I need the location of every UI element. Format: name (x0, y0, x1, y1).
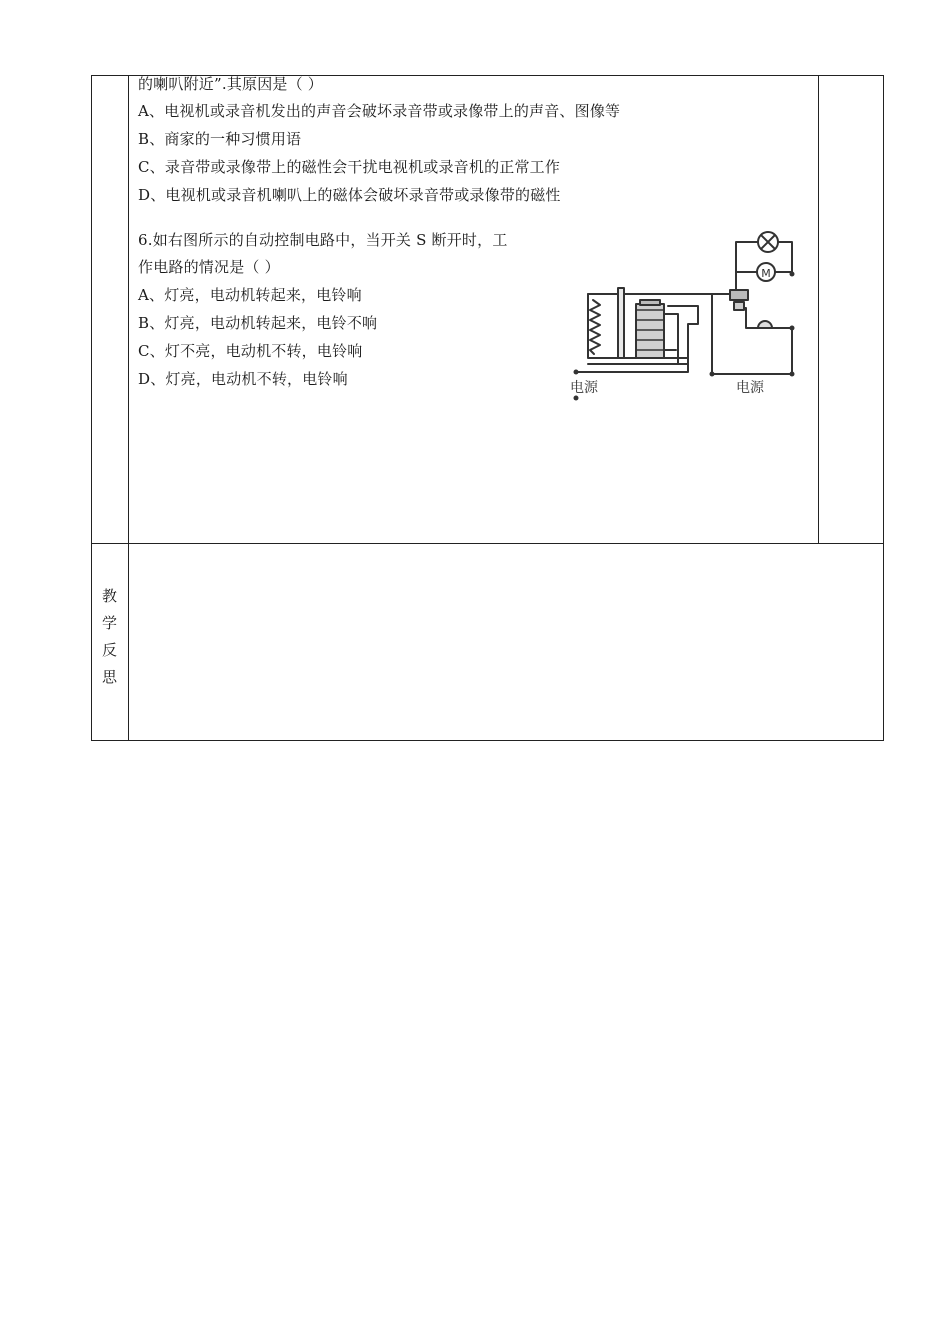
q5-option-b: B、商家的一种习惯用语 (138, 130, 302, 148)
bell-icon (758, 321, 772, 328)
control-circuit-wire (664, 314, 678, 364)
terminal-dot (710, 372, 715, 377)
terminal-dot (790, 372, 795, 377)
q5-option-d: D、电视机或录音机喇叭上的磁体会破坏录音带或录像带的磁性 (138, 186, 561, 204)
column-divider-right (818, 75, 819, 544)
right-source-label: 电源 (736, 380, 764, 396)
motor-symbol: M (761, 267, 771, 280)
terminal-dot (574, 396, 579, 401)
q6-option-b: B、灯亮，电动机转起来，电铃不响 (138, 314, 378, 332)
relay-contacts (730, 290, 748, 300)
lamp-icon (758, 232, 778, 252)
q6-stem-line2: 作电路的情况是（ ） (138, 258, 280, 276)
reflection-label-char: 教 (101, 587, 117, 605)
q5-option-a: A、电视机或录音机发出的声音会破坏录音带或录像带上的声音、图像等 (138, 102, 621, 120)
q6-stem-line1: 6.如右图所示的自动控制电路中，当开关 S 断开时，工 (138, 231, 508, 249)
relay-spring (590, 300, 600, 354)
reflection-label-char: 学 (101, 614, 117, 632)
column-divider-left (128, 75, 129, 741)
reflection-label-char: 思 (101, 668, 117, 686)
relay-circuit-diagram (560, 228, 810, 403)
q5-option-c: C、录音带或录像带上的磁性会干扰电视机或录音机的正常工作 (138, 158, 561, 176)
q6-option-a: A、灯亮，电动机转起来，电铃响 (138, 286, 362, 304)
q5-stem-tail: 的喇叭附近”.其原因是（ ） (138, 75, 324, 93)
row-divider (91, 543, 884, 544)
terminal-dot (574, 370, 579, 375)
left-source-label: 电源 (570, 380, 598, 396)
iron-core (618, 288, 624, 358)
q6-option-d: D、灯亮，电动机不转，电铃响 (138, 370, 348, 388)
reflection-label-char: 反 (101, 641, 117, 659)
terminal-dot (790, 272, 795, 277)
terminal-dot (790, 326, 795, 331)
q6-option-c: C、灯不亮，电动机不转，电铃响 (138, 342, 363, 360)
